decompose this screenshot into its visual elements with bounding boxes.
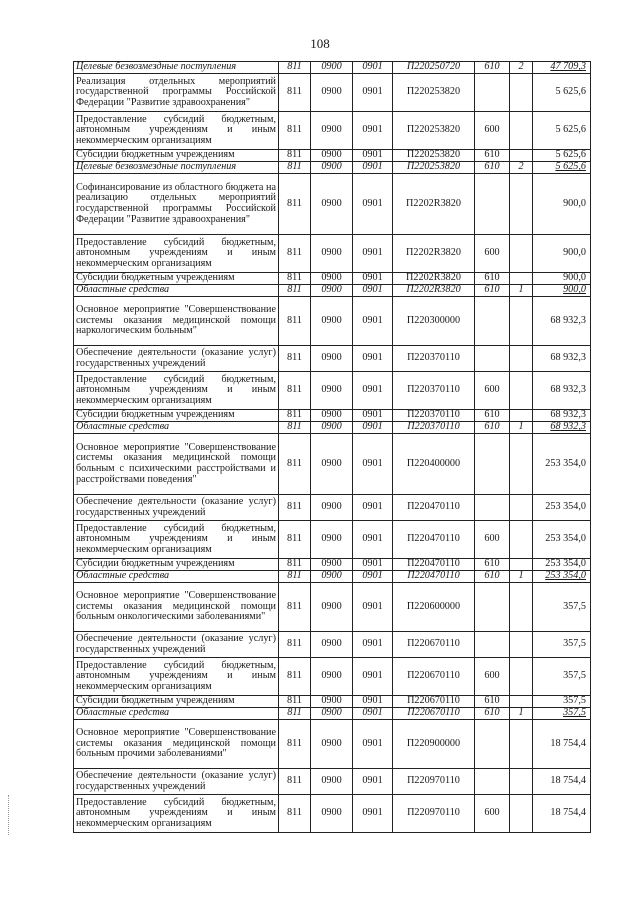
table-row [74, 708, 591, 720]
row-name: Областные средства [74, 422, 279, 434]
row-section: 0900 [311, 273, 353, 285]
row-name: Основное мероприятие "Совершенствование системы оказания медицинской помощи наркологическим больным" [74, 297, 279, 346]
row-subsection: 0901 [353, 658, 393, 696]
row-expense-type: 600 [475, 658, 510, 696]
row-section: 0900 [311, 720, 353, 769]
table-body [74, 62, 591, 833]
row-grbs: 811 [279, 74, 311, 112]
row-source [510, 434, 533, 495]
row-subsection: 0901 [353, 174, 393, 235]
row-target-article: П220370110 [393, 422, 475, 434]
table-row [74, 235, 591, 273]
row-source: 2 [510, 62, 533, 74]
row-grbs: 811 [279, 720, 311, 769]
row-source [510, 297, 533, 346]
row-name: Целевые безвозмездные поступления [74, 62, 279, 74]
table-row [74, 495, 591, 521]
row-expense-type [475, 495, 510, 521]
row-subsection: 0901 [353, 62, 393, 74]
row-section: 0900 [311, 422, 353, 434]
row-target-article: П220253820 [393, 150, 475, 162]
row-section: 0900 [311, 297, 353, 346]
row-grbs: 811 [279, 708, 311, 720]
table-row [74, 174, 591, 235]
row-subsection: 0901 [353, 720, 393, 769]
row-expense-type [475, 769, 510, 795]
row-source [510, 346, 533, 372]
row-target-article: П2202R3820 [393, 273, 475, 285]
row-expense-type: 610 [475, 559, 510, 571]
row-section: 0900 [311, 495, 353, 521]
row-grbs: 811 [279, 235, 311, 273]
row-amount: 357,5 [533, 696, 591, 708]
row-amount: 68 932,3 [533, 297, 591, 346]
row-section: 0900 [311, 769, 353, 795]
row-target-article: П220970110 [393, 795, 475, 833]
row-subsection: 0901 [353, 708, 393, 720]
row-name: Областные средства [74, 571, 279, 583]
row-expense-type [475, 434, 510, 495]
row-amount: 18 754,4 [533, 795, 591, 833]
row-name: Предоставление субсидий бюджетным, автономным учреждениям и иным некоммерческим организациям [74, 795, 279, 833]
row-source [510, 559, 533, 571]
row-target-article: П220670110 [393, 632, 475, 658]
row-target-article: П220470110 [393, 495, 475, 521]
row-expense-type: 610 [475, 62, 510, 74]
row-subsection: 0901 [353, 632, 393, 658]
row-grbs: 811 [279, 297, 311, 346]
row-amount: 253 354,0 [533, 559, 591, 571]
table-row [74, 74, 591, 112]
row-section: 0900 [311, 795, 353, 833]
row-target-article: П220470110 [393, 571, 475, 583]
row-grbs: 811 [279, 583, 311, 632]
row-name: Основное мероприятие "Совершенствование системы оказания медицинской помощи больным прочими заболеваниями" [74, 720, 279, 769]
row-expense-type [475, 297, 510, 346]
table-row [74, 696, 591, 708]
row-amount: 253 354,0 [533, 571, 591, 583]
row-name: Субсидии бюджетным учреждениям [74, 273, 279, 285]
table-row [74, 285, 591, 297]
table-row [74, 422, 591, 434]
row-expense-type: 610 [475, 571, 510, 583]
row-amount: 5 625,6 [533, 74, 591, 112]
row-amount: 18 754,4 [533, 769, 591, 795]
row-amount: 253 354,0 [533, 434, 591, 495]
row-section: 0900 [311, 112, 353, 150]
table-row [74, 769, 591, 795]
row-subsection: 0901 [353, 571, 393, 583]
row-target-article: П220600000 [393, 583, 475, 632]
row-section: 0900 [311, 434, 353, 495]
row-source [510, 150, 533, 162]
row-name: Субсидии бюджетным учреждениям [74, 150, 279, 162]
row-target-article: П220253820 [393, 162, 475, 174]
row-name: Обеспечение деятельности (оказание услуг) государственных учреждений [74, 632, 279, 658]
row-name: Предоставление субсидий бюджетным, автономным учреждениям и иным некоммерческим организациям [74, 235, 279, 273]
row-name: Субсидии бюджетным учреждениям [74, 410, 279, 422]
row-amount: 5 625,6 [533, 112, 591, 150]
row-source: 1 [510, 571, 533, 583]
row-grbs: 811 [279, 174, 311, 235]
row-section: 0900 [311, 372, 353, 410]
row-target-article: П220370110 [393, 410, 475, 422]
row-section: 0900 [311, 571, 353, 583]
row-section: 0900 [311, 708, 353, 720]
row-source [510, 495, 533, 521]
table-row [74, 410, 591, 422]
table-row [74, 720, 591, 769]
row-amount: 357,5 [533, 583, 591, 632]
row-grbs: 811 [279, 346, 311, 372]
row-expense-type [475, 632, 510, 658]
row-expense-type [475, 174, 510, 235]
row-source: 1 [510, 422, 533, 434]
row-subsection: 0901 [353, 297, 393, 346]
row-source [510, 112, 533, 150]
row-target-article: П2202R3820 [393, 235, 475, 273]
table-row [74, 62, 591, 74]
row-source [510, 174, 533, 235]
row-target-article: П220370110 [393, 372, 475, 410]
table-row [74, 162, 591, 174]
row-grbs: 811 [279, 521, 311, 559]
row-source [510, 74, 533, 112]
row-subsection: 0901 [353, 346, 393, 372]
row-target-article: П220253820 [393, 74, 475, 112]
row-expense-type: 600 [475, 235, 510, 273]
row-source [510, 273, 533, 285]
row-section: 0900 [311, 410, 353, 422]
margin-mark [8, 795, 12, 835]
row-subsection: 0901 [353, 559, 393, 571]
table-row [74, 571, 591, 583]
row-target-article: П220300000 [393, 297, 475, 346]
table-row [74, 658, 591, 696]
row-name: Реализация отдельных мероприятий государственной программы Российской Федерации "Развитие здравоохранения" [74, 74, 279, 112]
row-amount: 900,0 [533, 285, 591, 297]
row-target-article: П220670110 [393, 696, 475, 708]
row-expense-type: 610 [475, 162, 510, 174]
row-name: Обеспечение деятельности (оказание услуг) государственных учреждений [74, 769, 279, 795]
row-expense-type [475, 720, 510, 769]
row-grbs: 811 [279, 62, 311, 74]
row-section: 0900 [311, 150, 353, 162]
row-expense-type [475, 74, 510, 112]
row-grbs: 811 [279, 273, 311, 285]
row-amount: 900,0 [533, 235, 591, 273]
row-target-article: П2202R3820 [393, 174, 475, 235]
table-row [74, 583, 591, 632]
row-expense-type: 610 [475, 410, 510, 422]
row-grbs: 811 [279, 162, 311, 174]
row-subsection: 0901 [353, 495, 393, 521]
row-name: Обеспечение деятельности (оказание услуг) государственных учреждений [74, 346, 279, 372]
row-expense-type: 610 [475, 273, 510, 285]
row-subsection: 0901 [353, 273, 393, 285]
row-grbs: 811 [279, 571, 311, 583]
row-grbs: 811 [279, 285, 311, 297]
row-target-article: П220900000 [393, 720, 475, 769]
row-source [510, 696, 533, 708]
row-name: Предоставление субсидий бюджетным, автономным учреждениям и иным некоммерческим организациям [74, 372, 279, 410]
row-name: Областные средства [74, 285, 279, 297]
row-name: Областные средства [74, 708, 279, 720]
row-subsection: 0901 [353, 769, 393, 795]
row-grbs: 811 [279, 422, 311, 434]
row-amount: 68 932,3 [533, 372, 591, 410]
row-name: Субсидии бюджетным учреждениям [74, 559, 279, 571]
row-name: Предоставление субсидий бюджетным, автономным учреждениям и иным некоммерческим организациям [74, 521, 279, 559]
table-row [74, 632, 591, 658]
row-grbs: 811 [279, 658, 311, 696]
row-source [510, 720, 533, 769]
row-subsection: 0901 [353, 372, 393, 410]
row-grbs: 811 [279, 150, 311, 162]
row-amount: 357,5 [533, 632, 591, 658]
row-target-article: П220250720 [393, 62, 475, 74]
row-section: 0900 [311, 285, 353, 297]
row-expense-type: 610 [475, 708, 510, 720]
row-source: 1 [510, 285, 533, 297]
row-grbs: 811 [279, 112, 311, 150]
row-target-article: П220253820 [393, 112, 475, 150]
row-subsection: 0901 [353, 285, 393, 297]
row-section: 0900 [311, 583, 353, 632]
row-target-article: П220670110 [393, 658, 475, 696]
row-section: 0900 [311, 235, 353, 273]
row-source [510, 583, 533, 632]
row-name: Основное мероприятие "Совершенствование системы оказания медицинской помощи больным с психическими расстройствами и расстройствами поведения" [74, 434, 279, 495]
row-amount: 253 354,0 [533, 521, 591, 559]
row-amount: 47 709,3 [533, 62, 591, 74]
row-amount: 68 932,3 [533, 422, 591, 434]
row-source [510, 372, 533, 410]
table-row [74, 434, 591, 495]
row-amount: 900,0 [533, 273, 591, 285]
row-name: Основное мероприятие "Совершенствование системы оказания медицинской помощи больным онкологическими заболеваниями" [74, 583, 279, 632]
row-grbs: 811 [279, 434, 311, 495]
row-amount: 5 625,6 [533, 162, 591, 174]
table-row [74, 273, 591, 285]
table-row [74, 112, 591, 150]
row-grbs: 811 [279, 632, 311, 658]
row-section: 0900 [311, 162, 353, 174]
row-section: 0900 [311, 174, 353, 235]
row-source [510, 795, 533, 833]
row-grbs: 811 [279, 372, 311, 410]
table-row [74, 559, 591, 571]
row-subsection: 0901 [353, 150, 393, 162]
row-source: 2 [510, 162, 533, 174]
row-source [510, 521, 533, 559]
row-name: Предоставление субсидий бюджетным, автономным учреждениям и иным некоммерческим организациям [74, 658, 279, 696]
budget-table [73, 61, 591, 833]
row-source: 1 [510, 708, 533, 720]
row-source [510, 658, 533, 696]
row-expense-type: 610 [475, 285, 510, 297]
row-subsection: 0901 [353, 795, 393, 833]
page-number: 108 [310, 36, 330, 51]
row-expense-type: 600 [475, 795, 510, 833]
row-target-article: П220670110 [393, 708, 475, 720]
row-grbs: 811 [279, 769, 311, 795]
row-subsection: 0901 [353, 583, 393, 632]
table-row [74, 521, 591, 559]
row-name: Обеспечение деятельности (оказание услуг) государственных учреждений [74, 495, 279, 521]
row-grbs: 811 [279, 559, 311, 571]
row-section: 0900 [311, 559, 353, 571]
row-section: 0900 [311, 658, 353, 696]
row-grbs: 811 [279, 696, 311, 708]
table-row [74, 795, 591, 833]
row-target-article: П2202R3820 [393, 285, 475, 297]
row-amount: 357,5 [533, 658, 591, 696]
row-subsection: 0901 [353, 235, 393, 273]
row-expense-type [475, 583, 510, 632]
table-row [74, 346, 591, 372]
row-section: 0900 [311, 74, 353, 112]
row-amount: 5 625,6 [533, 150, 591, 162]
row-section: 0900 [311, 521, 353, 559]
row-subsection: 0901 [353, 521, 393, 559]
row-subsection: 0901 [353, 162, 393, 174]
row-amount: 68 932,3 [533, 410, 591, 422]
row-name: Предоставление субсидий бюджетным, автономным учреждениям и иным некоммерческим организациям [74, 112, 279, 150]
row-grbs: 811 [279, 795, 311, 833]
row-grbs: 811 [279, 410, 311, 422]
row-amount: 357,5 [533, 708, 591, 720]
row-section: 0900 [311, 632, 353, 658]
row-grbs: 811 [279, 495, 311, 521]
row-source [510, 235, 533, 273]
table-row [74, 150, 591, 162]
row-target-article: П220470110 [393, 521, 475, 559]
row-expense-type: 610 [475, 150, 510, 162]
row-target-article: П220400000 [393, 434, 475, 495]
row-target-article: П220970110 [393, 769, 475, 795]
row-subsection: 0901 [353, 74, 393, 112]
row-target-article: П220370110 [393, 346, 475, 372]
row-section: 0900 [311, 62, 353, 74]
row-subsection: 0901 [353, 696, 393, 708]
row-target-article: П220470110 [393, 559, 475, 571]
row-name: Целевые безвозмездные поступления [74, 162, 279, 174]
row-subsection: 0901 [353, 434, 393, 495]
row-source [510, 632, 533, 658]
row-amount: 253 354,0 [533, 495, 591, 521]
row-subsection: 0901 [353, 422, 393, 434]
row-section: 0900 [311, 696, 353, 708]
row-name: Субсидии бюджетным учреждениям [74, 696, 279, 708]
table-row [74, 372, 591, 410]
row-source [510, 410, 533, 422]
table-row [74, 297, 591, 346]
row-subsection: 0901 [353, 112, 393, 150]
row-expense-type [475, 346, 510, 372]
row-source [510, 769, 533, 795]
row-expense-type: 600 [475, 521, 510, 559]
row-name: Софинансирование из областного бюджета на реализацию отдельных мероприятий государственной программы Российской Федерации "Развитие здравоохранения" [74, 174, 279, 235]
row-amount: 18 754,4 [533, 720, 591, 769]
row-expense-type: 600 [475, 112, 510, 150]
row-amount: 900,0 [533, 174, 591, 235]
row-expense-type: 610 [475, 422, 510, 434]
row-expense-type: 610 [475, 696, 510, 708]
row-expense-type: 600 [475, 372, 510, 410]
row-section: 0900 [311, 346, 353, 372]
row-amount: 68 932,3 [533, 346, 591, 372]
row-subsection: 0901 [353, 410, 393, 422]
